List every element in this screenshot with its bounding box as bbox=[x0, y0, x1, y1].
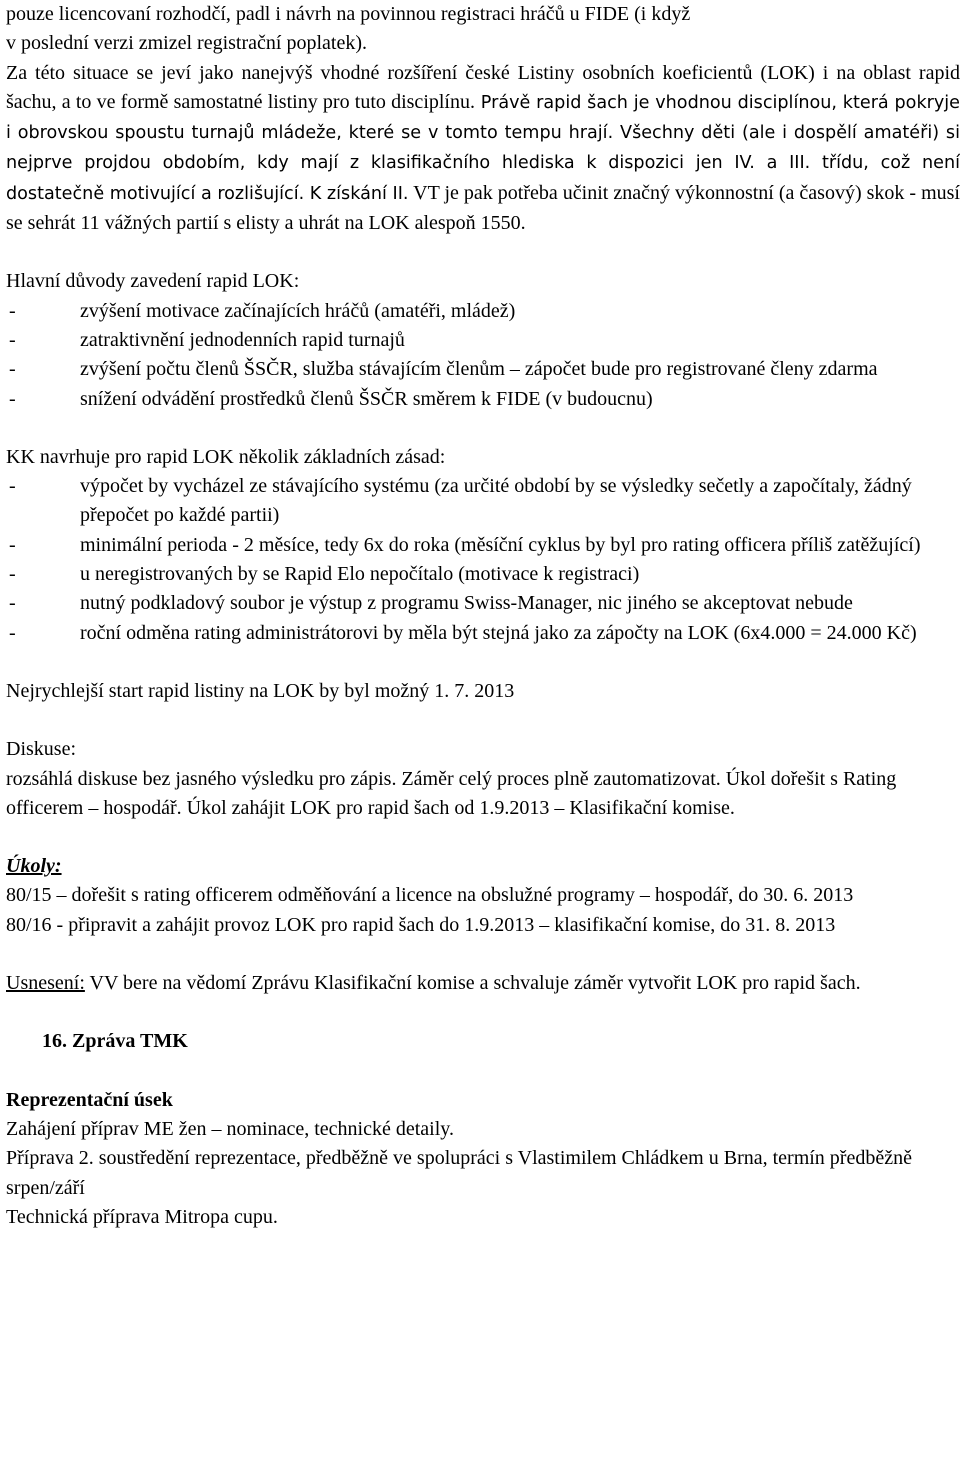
section-16-line-3: Technická příprava Mitropa cupu. bbox=[6, 1205, 278, 1228]
list-item: - u neregistrovaných by se Rapid Elo nepočítalo (motivace k registraci) bbox=[9, 563, 640, 586]
section-16-line-2: Příprava 2. soustředění reprezentace, předběžně ve spolupráci s Vlastimilem Chládkem u Brna, termín předběžně srpen/září bbox=[6, 1147, 912, 1199]
resolution-text: VV bere na vědomí Zprávu Klasifikační komise a schvaluje záměr vytvořit LOK pro rapid šach. bbox=[84, 972, 861, 995]
list-item: - snížení odvádění prostředků členů ŠSČR směrem k FIDE (v budoucnu) bbox=[9, 387, 653, 410]
list-item: - zatraktivnění jednodenních rapid turnajů bbox=[9, 328, 405, 351]
discussion-heading: Diskuse: bbox=[6, 738, 76, 761]
resolution-label: Usnesení: bbox=[6, 972, 85, 995]
discussion-text: rozsáhlá diskuse bez jasného výsledku pro zápis. Záměr celý proces plně zautomatizovat. Úkol dořešit s Rating officerem – hospodář. Úkol zahájit LOK pro rapid šach od 1.9.2013 – Klasifikační komise. bbox=[6, 767, 897, 819]
task-item-2: 80/16 - připravit a zahájit provoz LOK pro rapid šach do 1.9.2013 – klasifikační komise, do 31. 8. 2013 bbox=[6, 913, 836, 936]
reasons-list bbox=[6, 297, 960, 414]
representation-heading: Reprezentační úsek bbox=[6, 1088, 173, 1111]
list-item: - roční odměna rating administrátorovi by měla být stejná jako za zápočty na LOK (6x4.000 = 24.000 Kč) bbox=[9, 621, 917, 644]
list-item: - nutný podkladový soubor je výstup z programu Swiss-Manager, nic jiného se akceptovat nebude bbox=[9, 592, 853, 615]
lok-paragraph-serif: Za této situace se jeví jako nanejvýš vhodné rozšíření české Listiny osobních koeficientů (LOK) i na oblast rapid šachu, a to ve formě samostatné listiny pro tuto disciplínu. bbox=[6, 61, 960, 113]
list-item: - zvýšení motivace začínajících hráčů (amatéři, mládež) bbox=[9, 299, 516, 322]
section-16-line-1: Zahájení příprav ME žen – nominace, technické detaily. bbox=[6, 1117, 454, 1140]
document-page bbox=[6, 0, 960, 1232]
list-item: - zvýšení počtu členů ŠSČR, služba stávajícím členům – zápočet bude pro registrované členy zdarma bbox=[9, 358, 878, 381]
tasks-heading: Úkoly: bbox=[6, 855, 62, 878]
lok-paragraph-sans: Právě rapid šach je vhodnou disciplínou, která pokryje i obrovskou spoustu turnajů mládeže, které se v tomto tempu hrají. Všechny děti (ale i dospělí amatéři) si nejprve projdou obdobím, kdy mají z klasifikačního hlediska k dispozici jen IV. a III. třídu, což není dostatečně motivující a rozlišující. K získání II. bbox=[6, 92, 960, 204]
lok-paragraph bbox=[6, 59, 960, 239]
reasons-heading: Hlavní důvody zavedení rapid LOK: bbox=[6, 270, 300, 293]
task-item-1: 80/15 – dořešit s rating officerem odměňování a licence na obslužné programy – hospodář, do 30. 6. 2013 bbox=[6, 884, 854, 907]
list-item: - výpočet by vycházel ze stávajícího systému (za určité období by se výsledky sečetly a započítaly, žádný přepočet po každé partii) bbox=[9, 475, 912, 527]
lok-paragraph-tail: VT je pak potřeba učinit značný výkonnostní (a časový) skok - musí se sehrát 11 vážných partií s elisty a uhrát na LOK alespoň 1550. bbox=[6, 181, 960, 235]
intro-line-1: pouze licencovaní rozhodčí, padl i návrh na povinnou registraci hráčů u FIDE (i když bbox=[6, 3, 691, 25]
earliest-start: Nejrychlejší start rapid listiny na LOK by byl možný 1. 7. 2013 bbox=[6, 679, 515, 702]
intro-paragraph bbox=[6, 0, 960, 59]
intro-line-2: v poslední verzi zmizel registrační poplatek). bbox=[6, 32, 367, 55]
principles-heading: KK navrhuje pro rapid LOK několik základních zásad: bbox=[6, 445, 446, 468]
list-item: - minimální perioda - 2 měsíce, tedy 6x do roka (měsíční cyklus by byl pro rating officera příliš zatěžující) bbox=[9, 533, 921, 556]
resolution bbox=[6, 969, 960, 998]
principles-list bbox=[6, 472, 960, 648]
section-16-title: 16. Zpráva TMK bbox=[42, 1030, 188, 1053]
